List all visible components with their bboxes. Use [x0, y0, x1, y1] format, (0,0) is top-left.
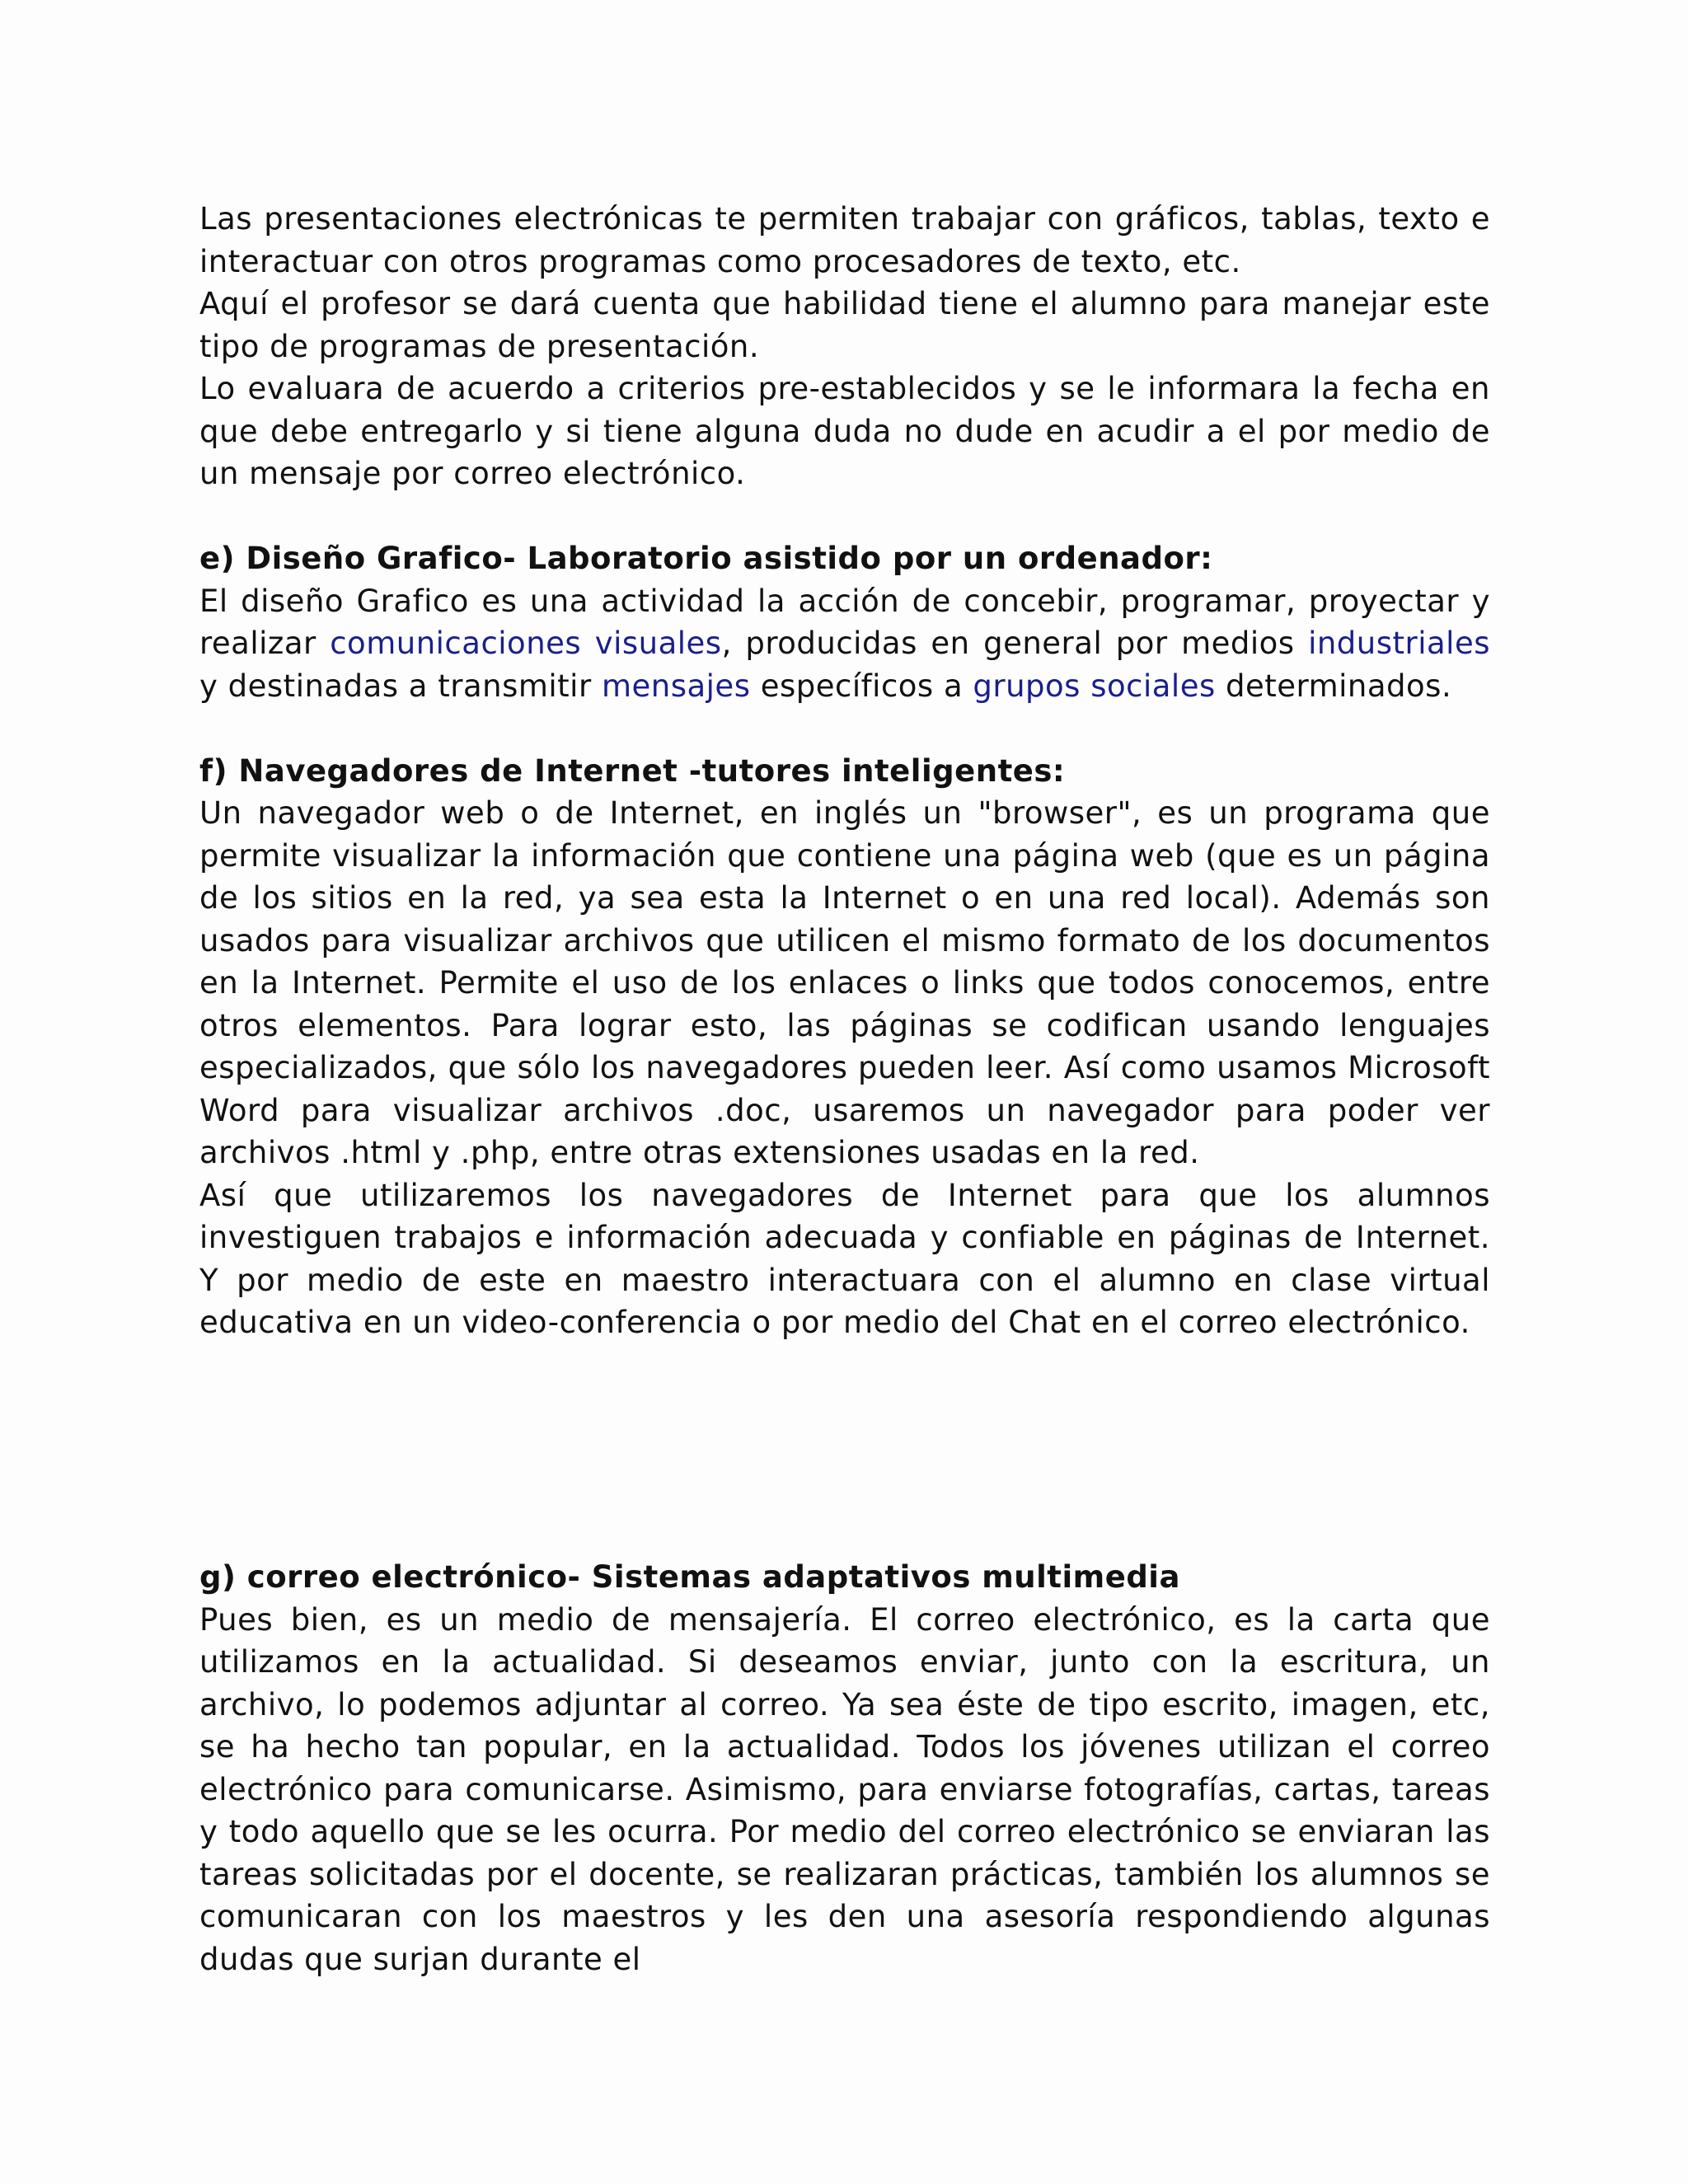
link-industriales[interactable]: industriales [1308, 626, 1490, 661]
section-e-text-3: y destinadas a transmitir [199, 668, 602, 704]
section-e-paragraph [199, 580, 1490, 708]
link-mensajes[interactable]: mensajes [601, 668, 751, 704]
section-f-heading: f) Navegadores de Internet -tutores inteligentes: [199, 752, 1066, 789]
section-e-heading: e) Diseño Grafico- Laboratorio asistido por un ordenador: [199, 541, 1213, 576]
link-grupos-sociales[interactable]: grupos sociales [973, 668, 1216, 704]
section-e-text-1: El diseño Grafico es una actividad la acción de concebir, programar, proyectar y realizar [199, 583, 1490, 661]
section-f-paragraph-1: Un navegador web o de Internet, en inglés un "browser", es un programa que permite visualizar la información que contiene una página web (que es un página de los sitios en la red, ya sea esta la Internet o en una red local). Además son usados para visualizar archivos que utilicen el mismo formato de los documentos en la Internet. Permite el uso de los enlaces o links que todos conocemos, entre otros elementos. Para lograr esto, las páginas se codifican usando lenguajes especializados, que sólo los navegadores pueden leer. Así como usamos Microsoft Word para visualizar archivos .doc, usaremos un navegador para poder ver archivos .html y .php, entre otras extensiones usadas en la red. [199, 795, 1490, 1170]
section-f-paragraph-2: Así que utilizaremos los navegadores de Internet para que los alumnos investiguen trabajos e información adecuada y confiable en páginas de Internet. Y por medio de este en maestro interactuara con el alumno en clase virtual educativa en un video-conferencia o por medio del Chat en el correo electrónico. [199, 1177, 1490, 1340]
spacer [199, 1344, 1490, 1557]
section-g-heading: g) correo electrónico- Sistemas adaptativos multimedia [199, 1559, 1180, 1595]
document-page [199, 198, 1490, 1980]
intro-paragraph-3: Lo evaluara de acuerdo a criterios pre-establecidos y se le informara la fecha en que debe entregarlo y si tiene alguna duda no dude en acudir a el por medio de un mensaje por correo electrónico. [199, 371, 1490, 491]
section-e-text-2: , producidas en general por medios [721, 626, 1309, 661]
intro-paragraph-1: Las presentaciones electrónicas te permiten trabajar con gráficos, tablas, texto e interactuar con otros programas como procesadores de texto, etc. [199, 201, 1490, 279]
spacer [199, 495, 1490, 538]
section-e-text-5: determinados. [1215, 668, 1452, 704]
section-e-text-4: específicos a [750, 668, 973, 704]
link-comunicaciones-visuales[interactable]: comunicaciones visuales [330, 626, 722, 661]
spacer [199, 707, 1490, 750]
section-g-paragraph-1: Pues bien, es un medio de mensajería. El correo electrónico, es la carta que utilizamos en la actualidad. Si deseamos enviar, junto con la escritura, un archivo, lo podemos adjuntar al correo. Ya sea éste de tipo escrito, imagen, etc, se ha hecho tan popular, en la actualidad. Todos los jóvenes utilizan el correo electrónico para comunicarse. Asimismo, para enviarse fotografías, cartas, tareas y todo aquello que se les ocurra. Por medio del correo electrónico se enviaran las tareas solicitadas por el docente, se realizaran prácticas, también los alumnos se comunicaran con los maestros y les den una asesoría respondiendo algunas dudas que surjan durante el [199, 1601, 1490, 1977]
intro-paragraph-2: Aquí el profesor se dará cuenta que habilidad tiene el alumno para manejar este tipo de programas de presentación. [199, 286, 1490, 364]
